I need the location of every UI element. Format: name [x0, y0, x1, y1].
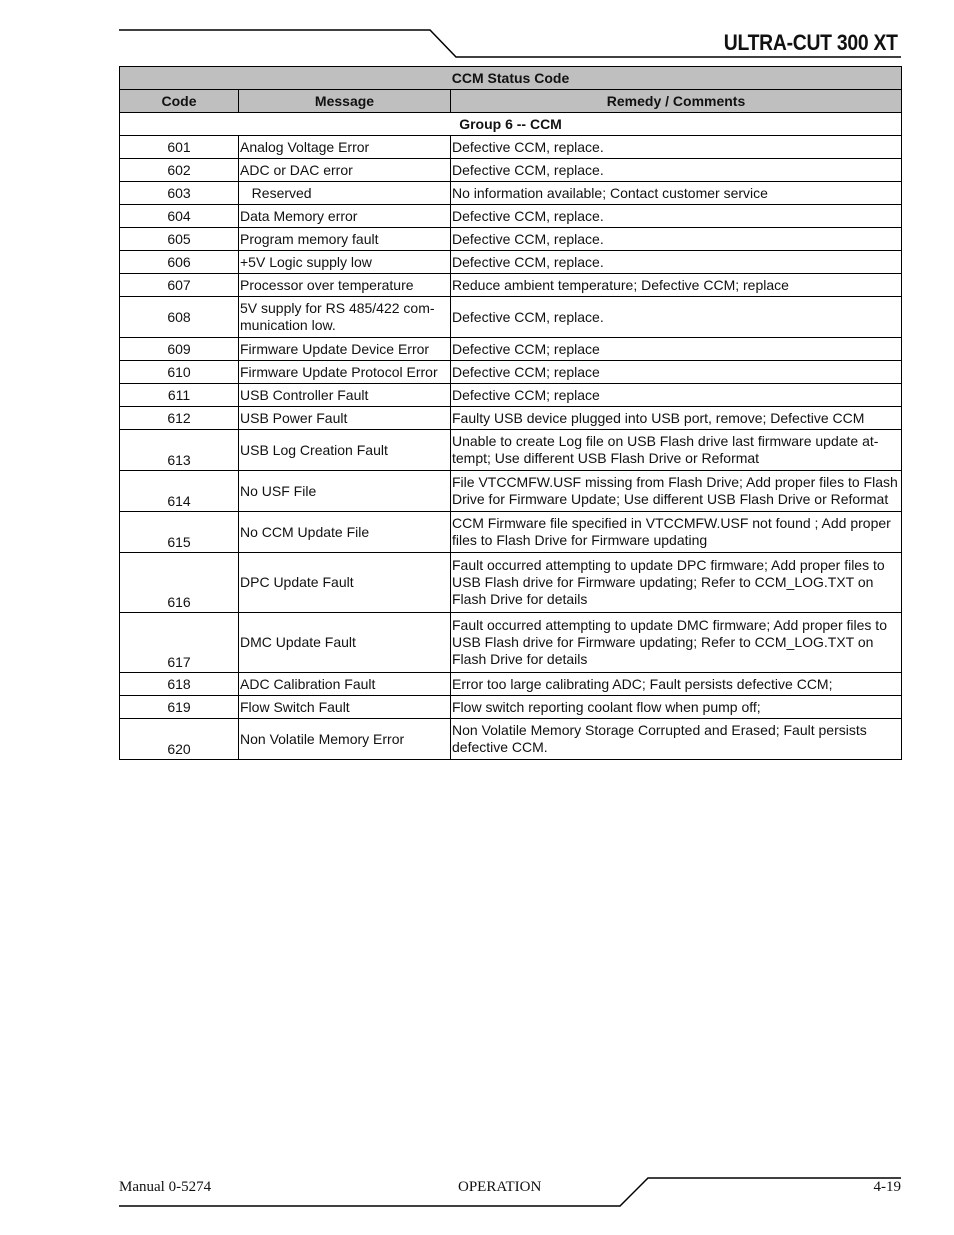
- status-remedy: Defective CCM, replace.: [451, 251, 902, 274]
- status-message: ADC Calibration Fault: [239, 673, 451, 696]
- table-header-row: [120, 90, 902, 113]
- table-row: [120, 553, 902, 613]
- page-number: 4-19: [873, 1179, 901, 1195]
- status-remedy: Defective CCM, replace.: [451, 205, 902, 228]
- status-remedy: File VTCCMFW.USF missing from Flash Drive; Add proper files to Flash Drive for Firmware Update; Use different USB Flash Drive or Reformat: [451, 471, 902, 512]
- status-code: 603: [120, 182, 239, 205]
- status-message: USB Log Creation Fault: [239, 430, 451, 471]
- column-header-code: Code: [120, 90, 239, 113]
- status-message: No CCM Update File: [239, 512, 451, 553]
- table-row: [120, 297, 902, 338]
- status-remedy: Fault occurred attempting to update DPC firmware; Add proper files to USB Flash drive for Firmware updating; Refer to CCM_LOG.TXT on Flash Drive for details: [451, 553, 902, 613]
- status-remedy: Defective CCM, replace.: [451, 297, 902, 338]
- table-row: [120, 512, 902, 553]
- status-code: 609: [120, 338, 239, 361]
- status-remedy: Reduce ambient temperature; Defective CCM; replace: [451, 274, 902, 297]
- status-message: No USF File: [239, 471, 451, 512]
- table-row: [120, 719, 902, 760]
- status-code: 613: [120, 430, 239, 471]
- status-remedy: Defective CCM; replace: [451, 361, 902, 384]
- status-code: 605: [120, 228, 239, 251]
- status-remedy: Fault occurred attempting to update DMC firmware; Add proper files to USB Flash drive for Firmware updating; Refer to CCM_LOG.TXT on Flash Drive for details: [451, 613, 902, 673]
- table-row: [120, 159, 902, 182]
- status-code: 602: [120, 159, 239, 182]
- status-code: 618: [120, 673, 239, 696]
- status-code: 608: [120, 297, 239, 338]
- status-code: 619: [120, 696, 239, 719]
- status-code: 620: [120, 719, 239, 760]
- status-remedy: Unable to create Log file on USB Flash drive last firmware update at-tempt; Use different USB Flash Drive or Reformat: [451, 430, 902, 471]
- status-code: 617: [120, 613, 239, 673]
- ccm-status-code-table: [119, 66, 902, 760]
- group-label: Group 6 -- CCM: [120, 113, 902, 136]
- group-row: [120, 113, 902, 136]
- status-message: Firmware Update Protocol Error: [239, 361, 451, 384]
- status-code: 615: [120, 512, 239, 553]
- status-message: USB Controller Fault: [239, 384, 451, 407]
- table-row: [120, 251, 902, 274]
- table-row: [120, 361, 902, 384]
- status-code: 604: [120, 205, 239, 228]
- table-row: [120, 338, 902, 361]
- status-remedy: Defective CCM, replace.: [451, 228, 902, 251]
- status-remedy: Flow switch reporting coolant flow when pump off;: [451, 696, 902, 719]
- table-row: [120, 696, 902, 719]
- table-row: [120, 430, 902, 471]
- status-message: Reserved: [239, 182, 451, 205]
- column-header-remedy: Remedy / Comments: [451, 90, 902, 113]
- section-name: OPERATION: [458, 1179, 542, 1195]
- status-message: 5V supply for RS 485/422 com-munication low.: [239, 297, 451, 338]
- status-code: 614: [120, 471, 239, 512]
- status-remedy: Error too large calibrating ADC; Fault persists defective CCM;: [451, 673, 902, 696]
- status-code: 607: [120, 274, 239, 297]
- table-row: [120, 228, 902, 251]
- status-message: DPC Update Fault: [239, 553, 451, 613]
- status-message: ADC or DAC error: [239, 159, 451, 182]
- status-message: Non Volatile Memory Error: [239, 719, 451, 760]
- manual-number: Manual 0-5274: [119, 1179, 212, 1195]
- table-row: [120, 471, 902, 512]
- status-code: 610: [120, 361, 239, 384]
- status-remedy: Defective CCM; replace: [451, 384, 902, 407]
- status-remedy: Faulty USB device plugged into USB port, remove; Defective CCM: [451, 407, 902, 430]
- table-row: [120, 182, 902, 205]
- status-remedy: No information available; Contact customer service: [451, 182, 902, 205]
- table-row: [120, 274, 902, 297]
- status-message: Analog Voltage Error: [239, 136, 451, 159]
- table-row: [120, 384, 902, 407]
- status-code: 606: [120, 251, 239, 274]
- status-remedy: Defective CCM, replace.: [451, 136, 902, 159]
- status-message: Program memory fault: [239, 228, 451, 251]
- table-row: [120, 136, 902, 159]
- table-title: CCM Status Code: [120, 67, 902, 90]
- status-code: 612: [120, 407, 239, 430]
- table-row: [120, 673, 902, 696]
- status-message: USB Power Fault: [239, 407, 451, 430]
- status-message: Firmware Update Device Error: [239, 338, 451, 361]
- status-code: 611: [120, 384, 239, 407]
- status-message: Flow Switch Fault: [239, 696, 451, 719]
- table-row: [120, 407, 902, 430]
- status-remedy: Non Volatile Memory Storage Corrupted and Erased; Fault persists defective CCM.: [451, 719, 902, 760]
- status-message: +5V Logic supply low: [239, 251, 451, 274]
- status-code: 601: [120, 136, 239, 159]
- status-code: 616: [120, 553, 239, 613]
- table-row: [120, 205, 902, 228]
- column-header-message: Message: [239, 90, 451, 113]
- status-remedy: CCM Firmware file specified in VTCCMFW.USF not found ; Add proper files to Flash Drive for Firmware updating: [451, 512, 902, 553]
- document-title: ULTRA-CUT 300 XT: [724, 30, 898, 55]
- status-remedy: Defective CCM, replace.: [451, 159, 902, 182]
- status-remedy: Defective CCM; replace: [451, 338, 902, 361]
- status-message: Processor over temperature: [239, 274, 451, 297]
- table-title-row: [120, 67, 902, 90]
- status-message: Data Memory error: [239, 205, 451, 228]
- table-row: [120, 613, 902, 673]
- status-message: DMC Update Fault: [239, 613, 451, 673]
